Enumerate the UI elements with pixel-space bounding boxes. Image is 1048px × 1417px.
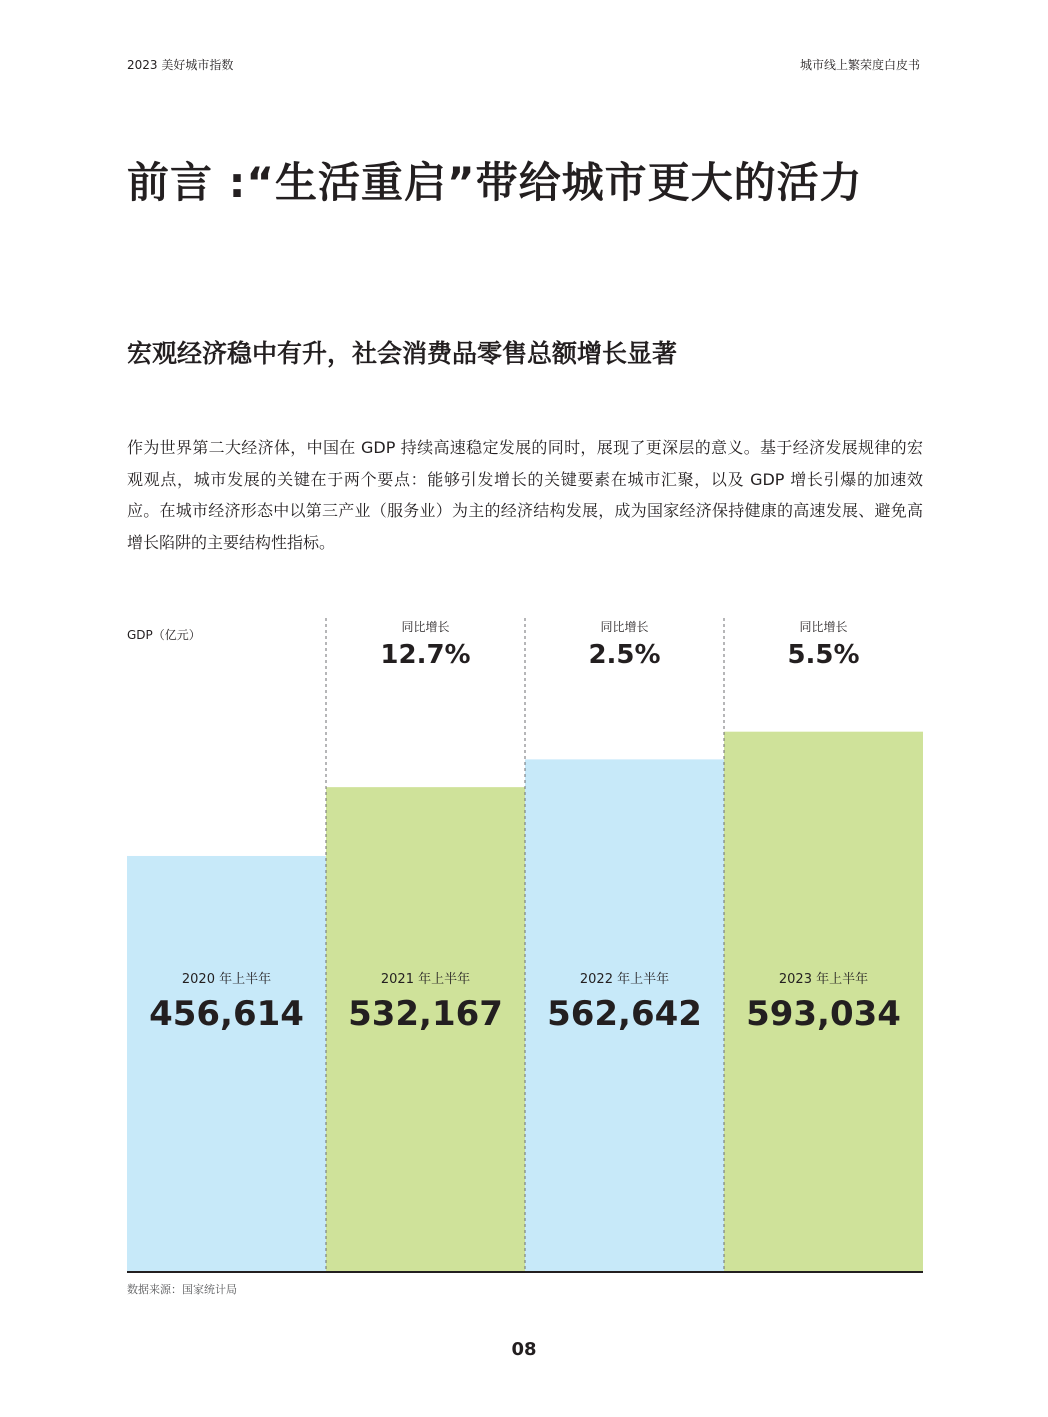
header-whitepaper-name: 城市线上繁荣度白皮书 <box>799 58 920 72</box>
value-label: 593,034 <box>746 994 901 1034</box>
page-number: 08 <box>511 1339 537 1360</box>
value-label: 456,614 <box>149 994 304 1034</box>
value-label: 532,167 <box>348 994 503 1034</box>
category-label: 2023 年上半年 <box>778 972 869 987</box>
y-axis-label: GDP（亿元） <box>127 628 201 642</box>
bar <box>127 856 326 1272</box>
growth-value: 12.7% <box>380 640 471 670</box>
growth-value: 5.5% <box>787 640 860 670</box>
gdp-bar-chart <box>127 616 923 1276</box>
growth-label: 同比增长 <box>799 620 848 634</box>
page-title: 前言 :“生活重启”带给城市更大的活力 <box>127 158 863 207</box>
category-label: 2020 年上半年 <box>181 972 272 987</box>
growth-label: 同比增长 <box>600 620 649 634</box>
category-label: 2022 年上半年 <box>579 972 670 987</box>
section-subtitle: 宏观经济稳中有升，社会消费品零售总额增长显著 <box>127 339 678 368</box>
category-label: 2021 年上半年 <box>380 972 471 987</box>
header-report-name: 2023 美好城市指数 <box>127 58 234 72</box>
body-paragraph: 作为世界第二大经济体，中国在 GDP 持续高速稳定发展的同时，展现了更深层的意义。基于经济发展规律的宏观观点，城市发展的关键在于两个要点：能够引发增长的关键要素在城市汇聚，以及 GDP 增长引爆的加速效应。在城市经济形态中以第三产业（服务业）为主的经济结构发展，成为国家经济保持健康的高速发展、避免高增长陷阱的主要结构性指标。 <box>127 438 923 552</box>
growth-label: 同比增长 <box>401 620 450 634</box>
value-label: 562,642 <box>547 994 702 1034</box>
growth-value: 2.5% <box>588 640 661 670</box>
data-source-note: 数据来源：国家统计局 <box>127 1283 237 1296</box>
